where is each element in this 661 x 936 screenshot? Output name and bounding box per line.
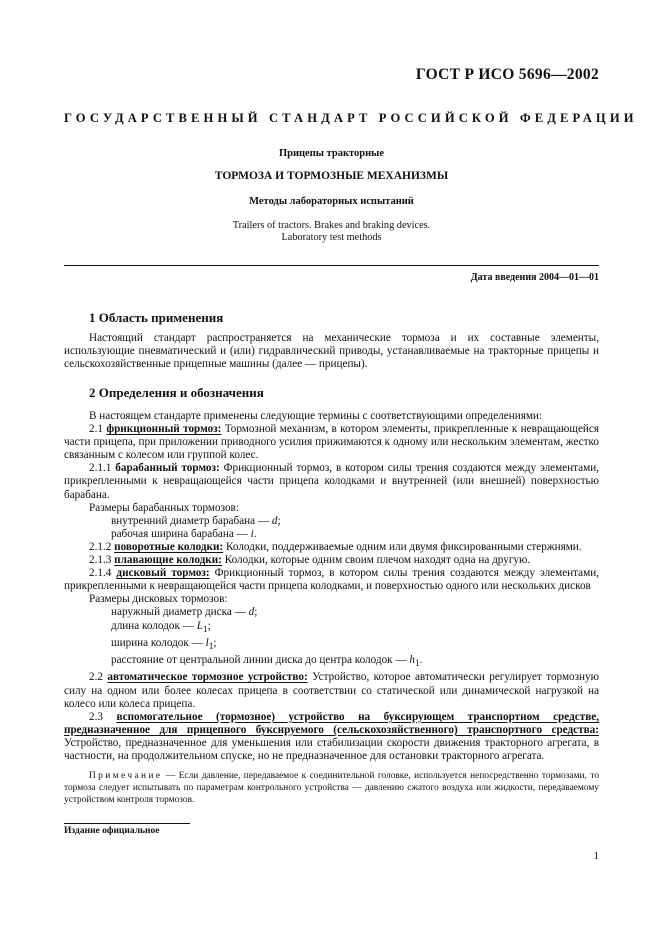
official-edition: Издание официальное <box>64 826 160 836</box>
gost-code: ГОСТ Р ИСО 5696—2002 <box>415 66 599 83</box>
symbol: L <box>196 619 203 632</box>
definition-text: Фрикционный тормоз, в котором силы трения создаются между элементами, прикрепленными к невращающейся части прицепа колодками и внутренней (или внешней) поверхностью барабана. <box>64 462 600 501</box>
drum-sizes-label: Размеры барабанных тормозов: <box>89 501 239 514</box>
definition-text: Колодки, которые одним своим плечом находят одна на другую. <box>224 554 531 567</box>
drum-working-width <box>64 528 599 541</box>
definition-term: плавающие колодки: <box>114 554 222 567</box>
english-title-line-1: Trailers of tractors. Brakes and braking devices. <box>232 220 431 231</box>
list-text: наружный диаметр диска — <box>111 606 246 619</box>
english-title <box>64 220 599 244</box>
list-text: рабочая ширина барабана — <box>111 527 248 540</box>
definition-number: 2.1.1 <box>89 462 112 475</box>
definition-term: автоматическое тормозное устройство: <box>107 671 308 684</box>
section-1-text: Настоящий стандарт распространяется на механические тормоза и их составные элементы, использующие пневматический и (или) гидравлический приводы, устанавливаемые на тракторные прицепы и сельскохозяйственные прицепные машины (далее — прицепы). <box>64 332 599 371</box>
section-2-body <box>64 410 599 806</box>
note-text: — Если давление, передаваемое к соединительной головке, используется непосредственно тормозами, то тормоза следует испытывать по параметрам контрольного устройства — давлению сжатого воздуха или жидкости, передаваемому устройством контроля тормозов. <box>64 771 600 806</box>
list-end: ; <box>213 636 217 649</box>
list-end: . <box>419 654 423 667</box>
definition-number: 2.2 <box>89 671 103 684</box>
definition-2-2 <box>64 671 599 710</box>
symbol-subscript: 1 <box>208 642 214 653</box>
section-2-heading: 2 Определения и обозначения <box>89 385 264 400</box>
english-title-line-2: Laboratory test methods <box>281 232 382 243</box>
symbol: h <box>409 654 415 667</box>
drum-inner-diameter <box>64 515 599 528</box>
section-2-intro: В настоящем стандарте применены следующие термины с соответствующими определениями: <box>89 410 543 422</box>
definition-term: барабанный тормоз: <box>115 462 220 475</box>
note <box>64 770 599 806</box>
definition-number: 2.1 <box>89 423 103 436</box>
definition-text: Колодки, поддерживаемые одним или двумя фиксированными стержнями. <box>225 540 582 553</box>
list-end: ; <box>254 606 258 619</box>
definition-text: Устройство, предназначенное для уменьшения или стабилизации скорости движения тракторного агрегата, в частности, на продолжительном спуске, но не предназначенное для остановки тракторного агрегата. <box>64 736 599 763</box>
intro-date: Дата введения 2004—01—01 <box>470 272 599 283</box>
symbol: d <box>248 606 255 619</box>
title-line-1: Прицепы тракторные <box>278 148 385 159</box>
title-line-2: ТОРМОЗА И ТОРМОЗНЫЕ МЕХАНИЗМЫ <box>214 170 449 182</box>
definition-term: дисковый тормоз: <box>116 567 210 580</box>
footer-divider <box>64 823 190 824</box>
list-end: ; <box>207 619 211 632</box>
section-1-heading: 1 Область применения <box>89 310 224 325</box>
disc-outer-diameter <box>64 606 599 619</box>
definition-number: 2.1.4 <box>89 567 112 580</box>
list-end: . <box>253 527 257 540</box>
list-end: ; <box>277 514 281 527</box>
list-text: длина колодок — <box>111 619 194 632</box>
pad-center-distance <box>64 654 599 671</box>
definition-2-3 <box>64 711 599 763</box>
definition-text: Тормозной механизм, в котором элементы, прикрепленные к невращающейся части прицепа, при приложении приводного усилия прижимаются к одному или нескольким элементам, жестко связанным с колесом или группой колес. <box>64 423 600 462</box>
definition-term: фрикционный тормоз: <box>106 423 222 436</box>
list-text: внутренний диаметр барабана — <box>111 514 270 527</box>
definition-term: вспомогательное (тормозное) устройство на буксирующем транспортном средстве, предназначенное для прицепного буксируемого (сельскохозяйственного) транспортного средства: <box>64 710 600 736</box>
definition-2-1-4 <box>64 567 599 593</box>
note-label: Примечание <box>89 771 163 782</box>
definition-text: Устройство, которое автоматически регулирует тормозную силу на одном или более колесах прицепа в соответствии со статической или динамической нагрузкой на колесо или колеса прицепа. <box>64 671 599 710</box>
definition-text: Фрикционный тормоз, в котором силы трения создаются между элементами, прикрепленными к невращающейся части прицепа колодками, и поверхностью одного или нескольких дисков <box>64 567 600 593</box>
title-divider <box>64 265 599 266</box>
definition-term: поворотные колодки: <box>114 540 224 553</box>
list-text: ширина колодок — <box>111 636 203 649</box>
symbol-subscript: 1 <box>202 624 208 635</box>
definition-number: 2.1.3 <box>89 554 112 567</box>
page-number: 1 <box>593 850 599 862</box>
list-text: расстояние от центральной линии диска до центра колодок — <box>111 654 407 667</box>
symbol-subscript: 1 <box>414 659 420 670</box>
pad-width <box>64 637 599 654</box>
disc-sizes-label: Размеры дисковых тормозов: <box>89 593 228 606</box>
pad-length <box>64 620 599 637</box>
definition-number: 2.3 <box>89 710 103 723</box>
definition-2-1-3 <box>64 554 599 567</box>
symbol: l <box>205 636 209 649</box>
definition-number: 2.1.2 <box>89 540 112 553</box>
definition-2-1-2 <box>64 541 599 554</box>
title-line-3: Методы лабораторных испытаний <box>249 196 414 207</box>
symbol: i <box>250 527 254 540</box>
symbol: d <box>271 514 278 527</box>
state-standard-heading: ГОСУДАРСТВЕННЫЙ СТАНДАРТ РОССИЙСКОЙ ФЕДЕРАЦИИ <box>64 111 638 125</box>
definition-2-1-1 <box>64 462 599 501</box>
definition-2-1 <box>64 423 599 462</box>
